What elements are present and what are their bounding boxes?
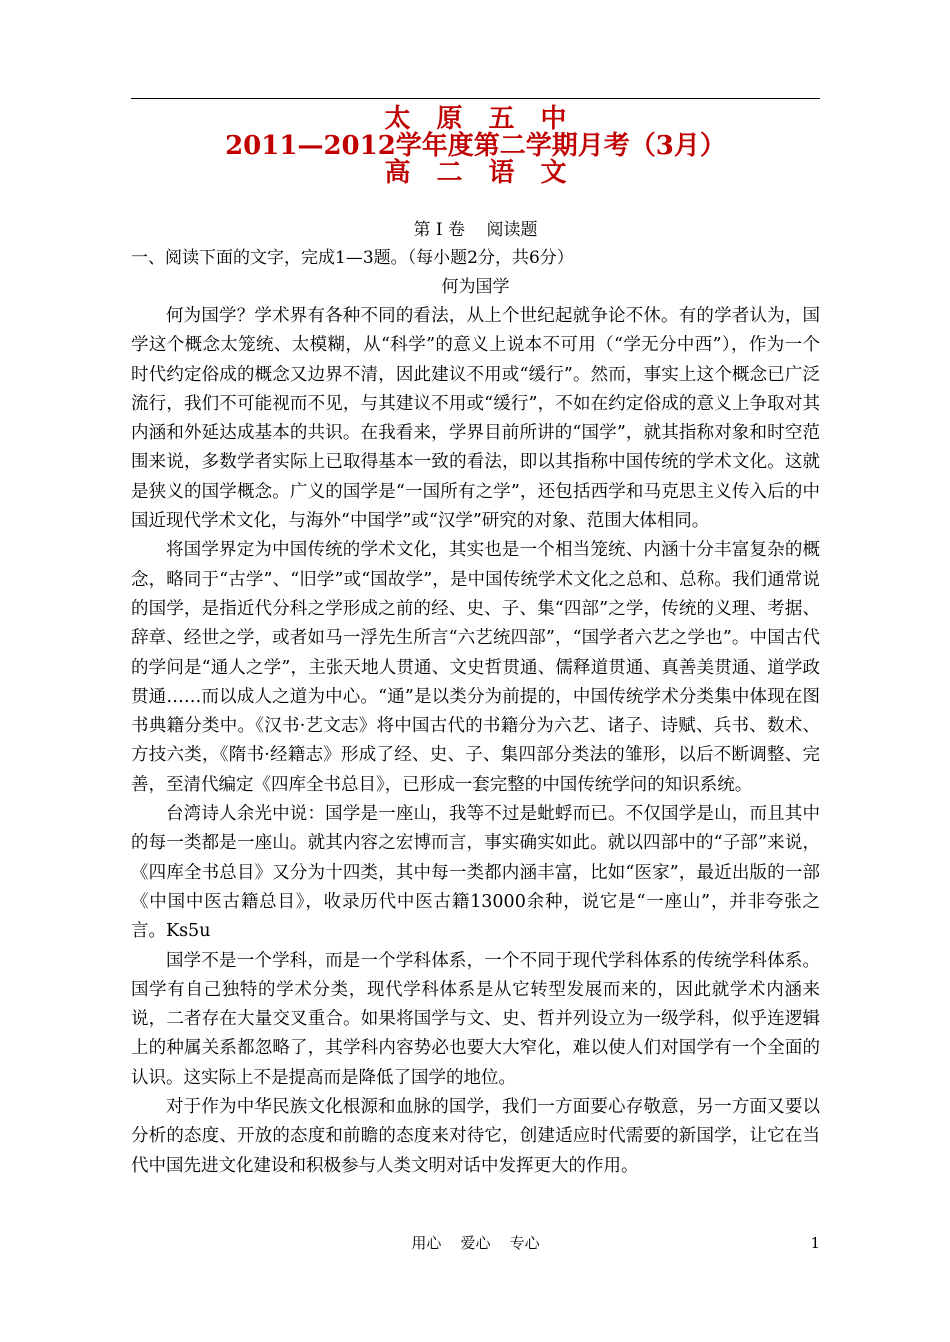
article-paragraph: 何为国学？学术界有各种不同的看法，从上个世纪起就争论不休。有的学者认为，国学这个概念太笼统、太模糊，从“科学”的意义上说本不可用（“学无分中西”），作为一个时代约定俗成的概念又边界不清，因此建议不用或“缓行”。然而，事实上这个概念已广泛流行，我们不可能视而不见，与其建议不用或“缓行”，不如在约定俗成的意义上争取对其内涵和外延达成基本的共识。在我看来，学界目前所讲的“国学”，就其指称对象和时空范围来说，多数学者实际上已取得基本一致的看法，即以其指称中国传统的学术文化。这就是狭义的国学概念。广义的国学是“一国所有之学”，还包括西学和马克思主义传入后的中国近现代学术文化，与海外“中国学”或“汉学”研究的对象、范围大体相同。 [131, 306, 820, 532]
exam-name: 2011—2012学年度第二学期月考（3月） [225, 131, 726, 161]
section-title: 第 Ⅰ 卷 阅读题 [413, 220, 538, 240]
article-paragraph: 台湾诗人余光中说：国学是一座山，我等不过是蚍蜉而已。不仅国学是山，而且其中的每一类都是一座山。就其内容之宏博而言，事实确实如此。就以四部中的“子部”来说，《四库全书总目》又分为十四类，其中每一类都内涵丰富，比如“医家”，最近出版的一部《中国中医古籍总目》，收录历代中医古籍13000余种，说它是“一座山”，并非夸张之言。Ks5u [131, 804, 820, 942]
article-paragraph: 将国学界定为中国传统的学术文化，其实也是一个相当笼统、内涵十分丰富复杂的概念，略同于“古学”、“旧学”或“国故学”，是中国传统学术文化之总和、总称。我们通常说的国学，是指近代分科之学形成之前的经、史、子、集“四部”之学，传统的义理、考据、辞章、经世之学，或者如马一浮先生所言“六艺统四部”，“国学者六艺之学也”。中国古代的学问是“通人之学”，主张天地人贯通、文史哲贯通、儒释道贯通、真善美贯通、道学政贯通……而以成人之道为中心。“通”是以类分为前提的，中国传统学术分类集中体现在图书典籍分类中。《汉书·艺文志》将中国古代的书籍分为六艺、诸子、诗赋、兵书、数术、方技六类，《隋书·经籍志》形成了经、史、子、集四部分类法的雏形，以后不断调整、完善，至清代编定《四库全书总目》，已形成一套完整的中国传统学问的知识系统。 [131, 540, 820, 795]
header-rule [131, 98, 820, 99]
school-name: 太原五中 [384, 104, 593, 134]
subject-name: 高二语文 [384, 158, 593, 188]
exam-title-block [131, 106, 820, 187]
article-paragraph: 国学不是一个学科，而是一个学科体系，一个不同于现代学科体系的传统学科体系。国学有自己独特的学术分类，现代学科体系是从它转型发展而来的，因此就学术内涵来说，二者存在大量交叉重合。如果将国学与文、史、哲并列设立为一级学科，似乎连逻辑上的种属关系都忽略了，其学科内容势必也要大大窄化，难以使人们对国学有一个全面的认识。这实际上不是提高而是降低了国学的地位。 [131, 950, 820, 1088]
article-title: 何为国学 [441, 277, 510, 297]
article-paragraph: 对于作为中华民族文化根源和血脉的国学，我们一方面要心存敬意，另一方面又要以分析的态度、开放的态度和前瞻的态度来对待它，创建适应时代需要的新国学，让它在当代中国先进文化建设和积极参与人类文明对话中发挥更大的作用。 [131, 1097, 820, 1176]
page-number: 1 [810, 1234, 820, 1252]
page-footer [131, 1233, 820, 1253]
article-body [131, 302, 820, 1181]
question-instruction: 一、阅读下面的文字，完成1—3题。（每小题2分，共6分） [131, 248, 574, 268]
footer-motto: 用心 爱心 专心 [411, 1234, 540, 1252]
